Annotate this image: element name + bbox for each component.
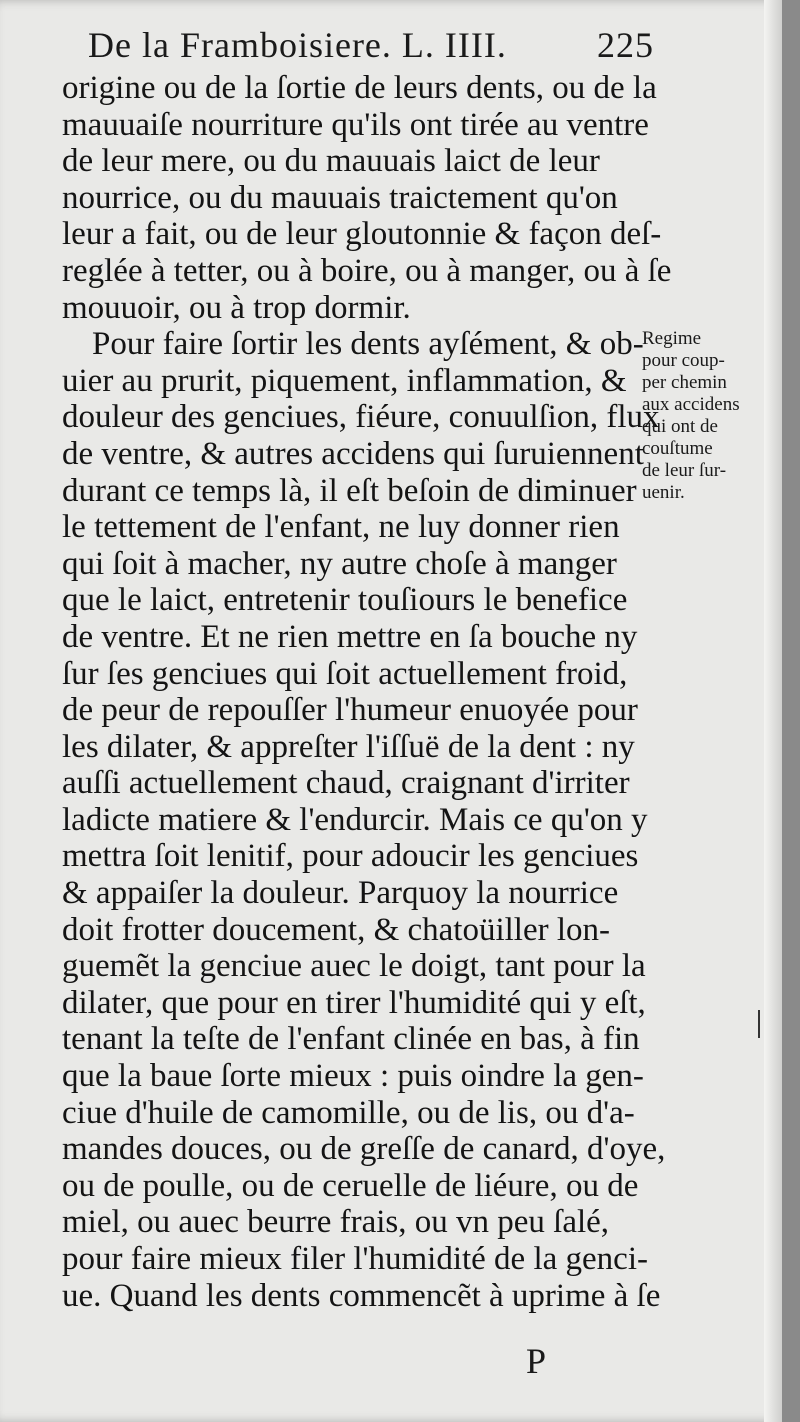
text-line: de ventre. Et ne rien mettre en ſa bouche ny <box>62 618 638 655</box>
text-line: mandes douces, ou de greſſe de canard, d'oye, <box>62 1131 666 1168</box>
page-edge <box>764 0 782 1422</box>
text-line: que le laict, entretenir touſiours le benefice <box>62 582 628 619</box>
text-line: de ventre, & autres accidens qui ſuruiennent <box>62 435 644 472</box>
margin-note-line: uenir. <box>642 482 685 503</box>
text-line: ciue d'huile de camomille, ou de lis, ou d'a- <box>62 1094 635 1131</box>
margin-note-line: aux accidens <box>642 394 740 415</box>
text-line: ladicte matiere & l'endurcir. Mais ce qu'on y <box>62 801 648 838</box>
margin-note-line: couſtume <box>642 438 713 459</box>
signature-mark: P <box>526 1341 547 1381</box>
text-line: uier au prurit, piquement, inflammation, & <box>62 362 627 399</box>
paragraph-start-line: Pour faire ſortir les dents ayſément, & ob- <box>92 326 644 363</box>
margin-note-line: de leur ſur- <box>642 460 727 481</box>
margin-note-line: pour coup- <box>642 350 725 371</box>
text-line: douleur des genciues, fiéure, conuulſion, flux <box>62 399 660 436</box>
text-line: pour faire mieux filer l'humidité de la genci- <box>62 1241 648 1277</box>
text-line: origine ou de la ſortie de leurs dents, ou de la <box>62 70 657 106</box>
text-line: nourrice, ou du mauuais traictement qu'on <box>62 179 618 216</box>
text-line: qui ſoit à macher, ny autre choſe à manger <box>62 545 617 582</box>
running-title: De la Framboisiere. L. IIII. <box>88 25 507 65</box>
text-line: ſur ſes genciues qui ſoit actuellement froid, <box>62 655 628 692</box>
text-line: reglée à tetter, ou à boire, ou à manger, ou à ſe <box>62 252 672 289</box>
text-line: mauuaiſe nourriture qu'ils ont tirée au ventre <box>62 106 649 143</box>
text-line: mouuoir, ou à trop dormir. <box>62 289 411 326</box>
text-line: ou de poulle, ou de ceruelle de liéure, ou de <box>62 1167 639 1204</box>
text-line: tenant la teſte de l'enfant clinée en bas, à fin <box>62 1021 640 1058</box>
text-line: miel, ou auec beurre frais, ou vn peu ſalé, <box>62 1204 610 1241</box>
text-line: le tettement de l'enfant, ne luy donner rien <box>62 509 620 546</box>
text-line: de peur de repouſſer l'humeur enuoyée pour <box>62 692 638 729</box>
text-line: que la baue ſorte mieux : puis oindre la gen- <box>62 1058 644 1095</box>
text-line: doit frotter doucement, & chatoüiller lon- <box>62 911 610 948</box>
running-header <box>88 24 654 70</box>
margin-note-line: qui ont de <box>642 416 718 437</box>
text-line: guemẽt la genciue auec le doigt, tant pour la <box>62 948 646 985</box>
text-line: durant ce temps là, il eſt beſoin de diminuer <box>62 472 637 509</box>
ink-mark <box>758 1010 760 1038</box>
text-line: mettra ſoit lenitif, pour adoucir les genciues <box>62 838 639 875</box>
margin-note-line: per chemin <box>642 372 727 393</box>
page-number: 225 <box>597 25 654 65</box>
text-line: dilater, que pour en tirer l'humidité qui y eſt, <box>62 984 646 1021</box>
margin-note <box>642 328 762 504</box>
text-line: leur a fait, ou de leur gloutonnie & façon deſ- <box>62 216 662 253</box>
margin-note-line: Regime <box>642 328 702 349</box>
text-line: & appaiſer la douleur. Parquoy la nourrice <box>62 875 619 912</box>
text-line: de leur mere, ou du mauuais laict de leur <box>62 143 600 180</box>
text-line: auſſi actuellement chaud, craignant d'irriter <box>62 765 630 802</box>
text-line: ue. Quand les dents commencẽt à uprime à ſe <box>62 1277 661 1314</box>
text-line: les dilater, & appreſter l'iſſuë de la dent : ny <box>62 728 635 765</box>
